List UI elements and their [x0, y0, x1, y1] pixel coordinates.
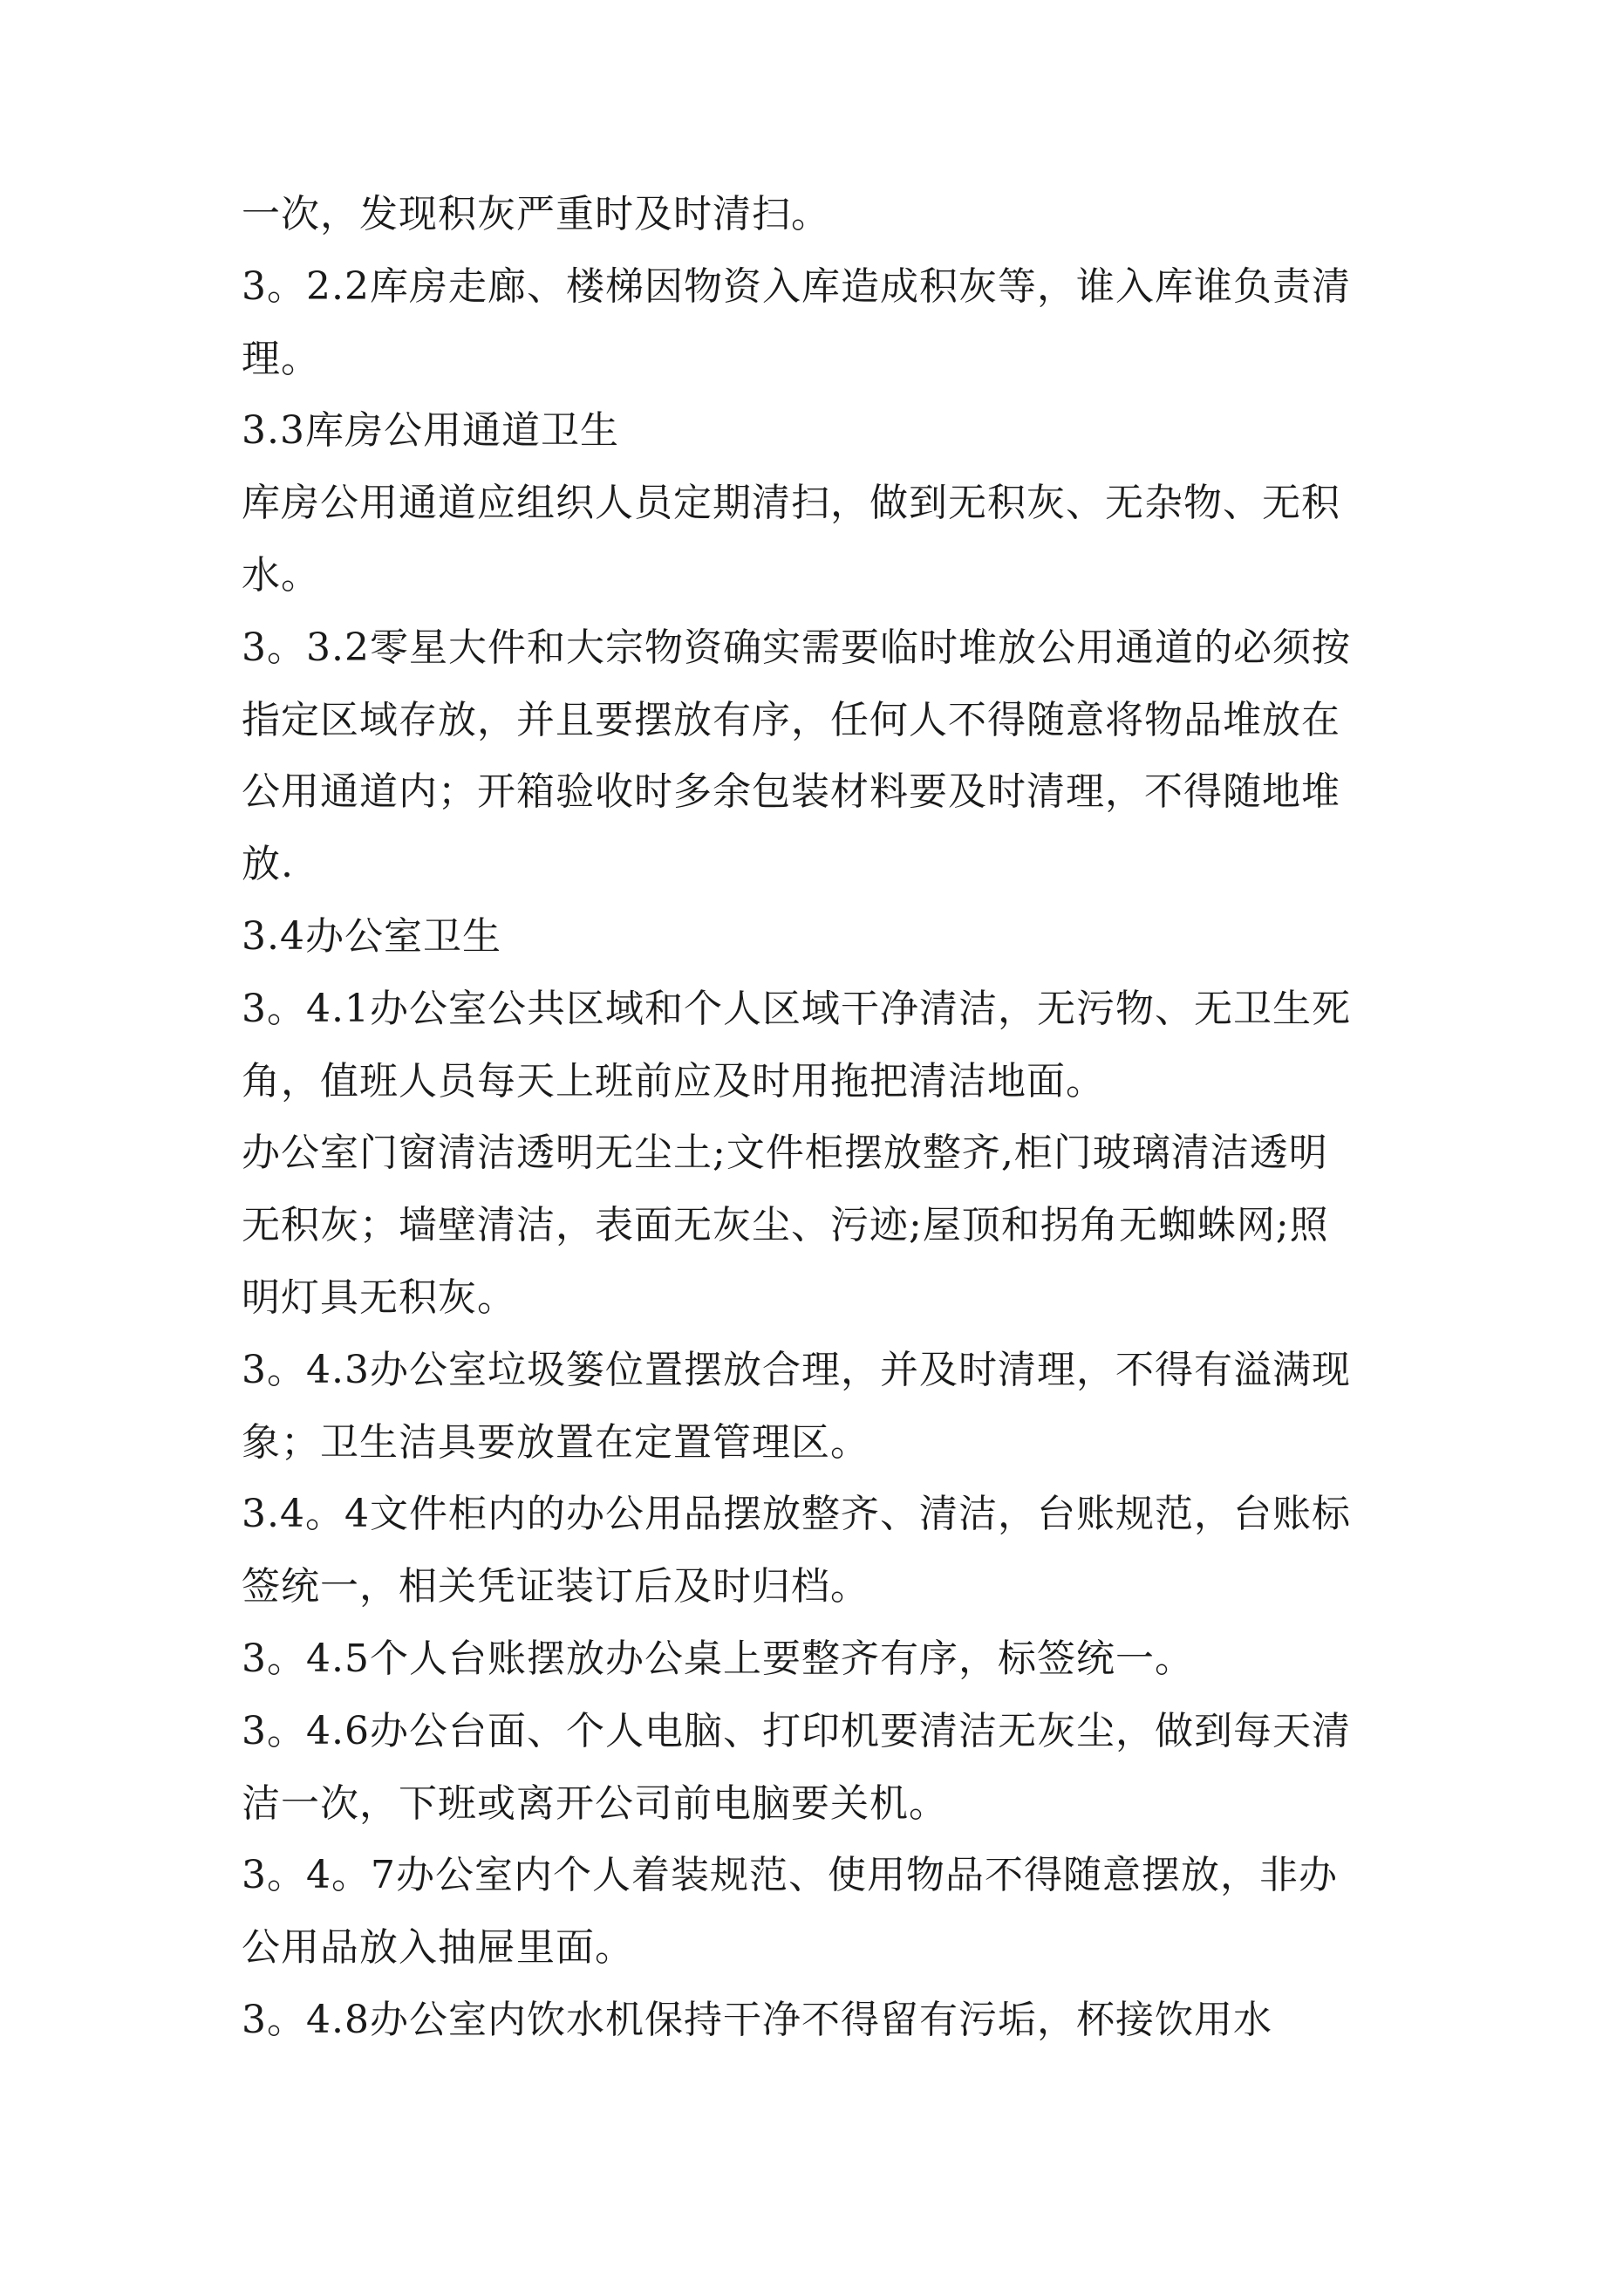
- text-line: 3。2.2库房走廊、楼梯因物资入库造成积灰等，谁入库谁负责清: [242, 263, 1351, 309]
- text-line: 无积灰；墙壁清洁，表面无灰尘、污迹;屋顶和拐角无蜘蛛网;照: [242, 1203, 1329, 1248]
- text-line: 指定区域存放，并且要摆放有序，任何人不得随意将物品堆放在: [242, 697, 1340, 742]
- text-line: 洁一次，下班或离开公司前电脑要关机。: [242, 1780, 948, 1826]
- text-line: 3.4。4文件柜内的办公用品摆放整齐、清洁，台账规范，台账标: [242, 1492, 1351, 1537]
- text-line: 3。4.3办公室垃圾篓位置摆放合理，并及时清理，不得有溢满现: [242, 1347, 1351, 1392]
- text-line: 办公室门窗清洁透明无尘土;文件柜摆放整齐,柜门玻璃清洁透明: [242, 1131, 1328, 1176]
- text-line: 象；卫生洁具要放置在定置管理区。: [242, 1419, 869, 1465]
- text-line: 放.: [242, 842, 294, 887]
- text-line: 3。4.5个人台账摆放办公桌上要整齐有序，标签统一。: [242, 1636, 1194, 1681]
- text-line: 3。4。7办公室内个人着装规范、使用物品不得随意摆放，非办: [242, 1853, 1338, 1898]
- text-line: 一次，发现积灰严重时及时清扫。: [242, 192, 830, 236]
- text-line: 库房公用通道应组织人员定期清扫，做到无积灰、无杂物、无积: [242, 481, 1340, 526]
- text-line: 签统一，相关凭证装订后及时归档。: [242, 1564, 869, 1609]
- text-line: 3。4.8办公室内饮水机保持干净不得留有污垢，杯接饮用水: [242, 1997, 1272, 2042]
- text-line: 理。: [242, 336, 320, 381]
- text-line: 公用品放入抽屉里面。: [242, 1925, 634, 1971]
- section-heading: 3.3库房公用通道卫生: [242, 408, 619, 454]
- section-heading: 3.4办公室卫生: [242, 913, 501, 959]
- text-line: 角，值班人员每天上班前应及时用拖把清洁地面。: [242, 1058, 1105, 1104]
- text-line: 公用通道内；开箱验收时多余包装材料要及时清理，不得随地堆: [242, 769, 1340, 815]
- text-line: 3。4.1办公室公共区域和个人区域干净清洁，无污物、无卫生死: [242, 986, 1351, 1031]
- text-line: 3。3.2零星大件和大宗物资确实需要临时堆放公用通道的必须按: [242, 625, 1351, 670]
- document-body: [242, 179, 1415, 2057]
- text-line: 3。4.6办公台面、个人电脑、打印机要清洁无灰尘，做到每天清: [242, 1708, 1351, 1753]
- text-line: 水。: [242, 552, 320, 598]
- text-line: 明灯具无积灰。: [242, 1274, 516, 1320]
